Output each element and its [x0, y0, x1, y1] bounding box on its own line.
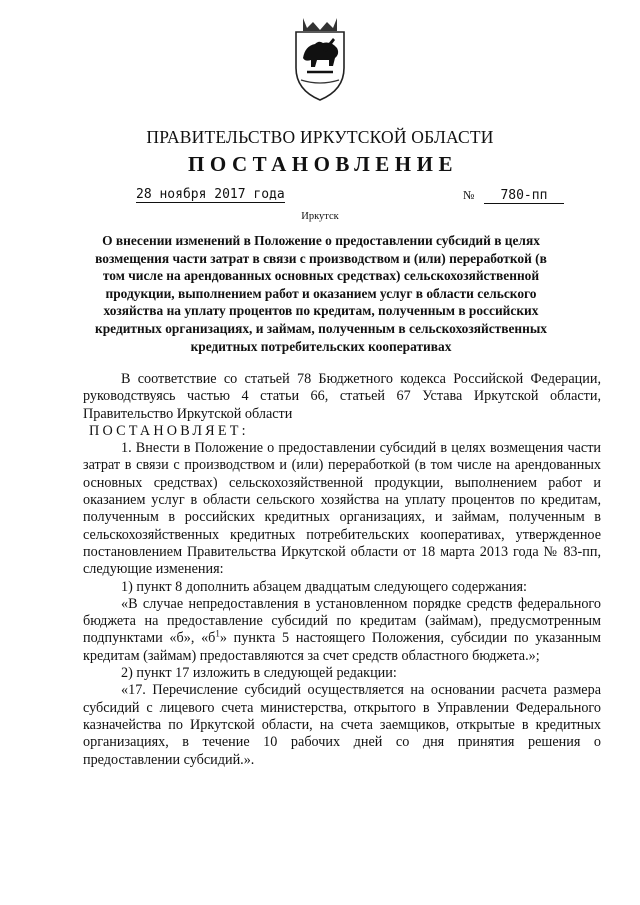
- decides-heading: ПОСТАНОВЛЯЕТ:: [89, 422, 249, 439]
- paragraph-3-text-start: «В случае непредоставления в установленном порядке средств федерального бюджета на предоставление субсидий по кредитам (займам), предусмотренным подпунктами «б», «б: [83, 595, 601, 647]
- number-sign: №: [463, 188, 475, 202]
- paragraph-3: [83, 596, 601, 665]
- paragraph-1: 1. Внести в Положение о предоставлении субсидий в целях возмещения части затрат в связи с производством и (или) переработкой (в том числе на арендованных основных средствах) сельскохозяйственной продукции, выполнением работ и оказанием услуг в области сельского хозяйства на уплату процентов по кредитам, полученным в российских кредитных организациях, и займам, полученным в сельскохозяйственных кредитных потребительских кооперативах, утвержденное постановлением Правительства Иркутской области от 18 марта 2013 года № 83-пп, следующие изменения:: [83, 440, 601, 578]
- document-title: О внесении изменений в Положение о предоставлении субсидий в целях возмещения части затрат в связи с производством и (или) переработкой (в том числе на арендованных основных средствах) сельскохозяйственной продукции, выполнением работ и оказанием услуг в области сельского хозяйства на уплату процентов по кредитам, полученным в российских кредитных организациях, и займам, полученным в сельскохозяйственных кредитных потребительских кооперативах: [95, 233, 547, 354]
- paragraph-5: «17. Перечисление субсидий осуществляется на основании расчета размера субсидий с лицевого счета министерства, открытого в Управлении Федерального казначейства по Иркутской области, на счета заемщиков, открытые в кредитных организациях, в течение 10 рабочих дней со дня принятия решения о предоставлении субсидий.».: [83, 682, 601, 768]
- paragraph-3-superscript: 1: [215, 628, 220, 639]
- government-name: ПРАВИТЕЛЬСТВО ИРКУТСКОЙ ОБЛАСТИ: [146, 127, 494, 147]
- coat-of-arms-emblem: [293, 10, 347, 102]
- paragraph-2: 1) пункт 8 дополнить абзацем двадцатым следующего содержания:: [121, 578, 527, 595]
- paragraph-3-text-end: » пункта 5 настоящего Положения, субсидии по указанным кредитам (займам) предоставляются за счет средств областного бюджета.»;: [83, 630, 601, 664]
- intro-paragraph: В соответствие со статьей 78 Бюджетного кодекса Российской Федерации, руководствуясь частью 4 статьи 66, статьей 67 Устава Иркутской области, Правительство Иркутской области: [83, 371, 601, 422]
- document-type: ПОСТАНОВЛЕНИЕ: [188, 152, 458, 176]
- paragraph-4: 2) пункт 17 изложить в следующей редакции:: [121, 665, 397, 682]
- document-date: [136, 187, 285, 202]
- document-city: Иркутск: [301, 211, 339, 222]
- document-number: [463, 187, 564, 204]
- document-body: [83, 371, 601, 769]
- number-value: 780-пп: [484, 188, 564, 204]
- date-value: 28 ноября 2017 года: [136, 187, 285, 202]
